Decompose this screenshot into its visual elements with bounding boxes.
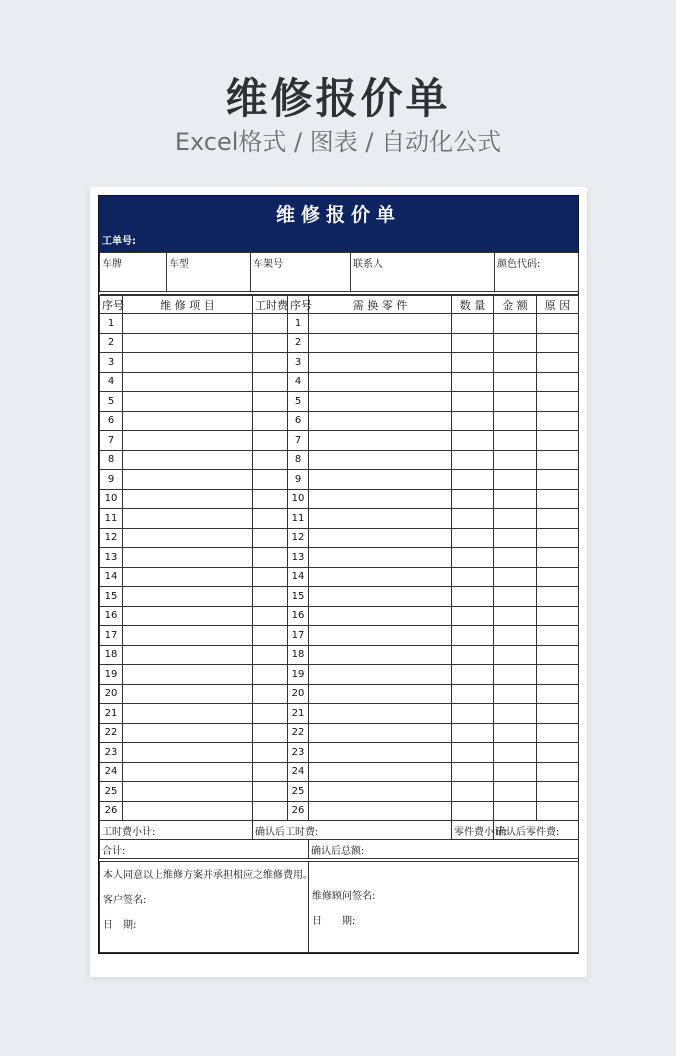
row-seq2-cell: 11 (288, 509, 309, 529)
quantity-cell[interactable] (452, 509, 494, 529)
row-seq2-cell: 22 (288, 723, 309, 743)
reason-cell[interactable] (537, 723, 579, 743)
labor-fee-cell[interactable] (253, 801, 288, 821)
quantity-cell[interactable] (452, 314, 494, 334)
row-seq-cell: 10 (100, 489, 123, 509)
row-seq-cell: 18 (100, 645, 123, 665)
parts-cell[interactable] (309, 801, 452, 821)
labor-fee-cell[interactable] (253, 333, 288, 353)
amount-cell[interactable] (494, 392, 537, 412)
row-seq2-cell: 17 (288, 626, 309, 646)
reason-cell[interactable] (537, 333, 579, 353)
reason-cell[interactable] (537, 392, 579, 412)
row-seq-cell: 3 (100, 353, 123, 373)
quantity-cell[interactable] (452, 626, 494, 646)
repair-item-cell[interactable] (123, 392, 253, 412)
reason-cell[interactable] (537, 431, 579, 451)
advisor-signature-label: 维修顾问签名: (312, 891, 376, 902)
quote-sheet (98, 195, 579, 954)
vin-cell[interactable]: 车架号 (251, 253, 351, 292)
table-row (100, 509, 579, 529)
quantity-cell[interactable] (452, 762, 494, 782)
amount-cell[interactable] (494, 665, 537, 685)
parts-subtotal-cell[interactable]: 零件费小计: (452, 821, 494, 840)
reason-cell[interactable] (537, 372, 579, 392)
labor-fee-cell[interactable] (253, 567, 288, 587)
contact-cell[interactable]: 联系人 (351, 253, 495, 292)
reason-cell[interactable] (537, 411, 579, 431)
customer-date-label: 日 期: (103, 920, 137, 931)
row-seq2-cell: 8 (288, 450, 309, 470)
order-number-label: 工单号: (102, 236, 136, 247)
repair-item-cell[interactable] (123, 723, 253, 743)
repair-item-cell[interactable] (123, 567, 253, 587)
agreement-spacer (312, 866, 575, 877)
vehicle-info-table (99, 252, 579, 295)
reason-cell[interactable] (537, 665, 579, 685)
items-table (99, 295, 579, 953)
total-cell[interactable]: 合计: (100, 840, 309, 859)
table-row (100, 626, 579, 646)
repair-item-cell[interactable] (123, 470, 253, 490)
row-seq-cell: 14 (100, 567, 123, 587)
amount-cell[interactable] (494, 528, 537, 548)
quantity-cell[interactable] (452, 411, 494, 431)
row-seq2-cell: 23 (288, 743, 309, 763)
document-preview (90, 187, 587, 977)
parts-cell[interactable] (309, 665, 452, 685)
parts-cell[interactable] (309, 353, 452, 373)
row-seq2-cell: 10 (288, 489, 309, 509)
repair-item-cell[interactable] (123, 606, 253, 626)
table-row (100, 801, 579, 821)
parts-cell[interactable] (309, 470, 452, 490)
row-seq-cell: 11 (100, 509, 123, 529)
header-amount: 金 额 (494, 296, 537, 314)
amount-cell[interactable] (494, 470, 537, 490)
reason-cell[interactable] (537, 626, 579, 646)
row-seq2-cell: 16 (288, 606, 309, 626)
labor-fee-cell[interactable] (253, 372, 288, 392)
row-seq-cell: 25 (100, 782, 123, 802)
labor-fee-cell[interactable] (253, 665, 288, 685)
table-row (100, 314, 579, 334)
table-row (100, 392, 579, 412)
table-row (100, 548, 579, 568)
row-seq-cell: 6 (100, 411, 123, 431)
header-seq: 序号 (100, 296, 123, 314)
confirmed-total-cell[interactable]: 确认后总额: (309, 840, 579, 859)
table-row (100, 489, 579, 509)
parts-cell[interactable] (309, 743, 452, 763)
amount-cell[interactable] (494, 333, 537, 353)
quantity-cell[interactable] (452, 723, 494, 743)
parts-cell[interactable] (309, 645, 452, 665)
reason-cell[interactable] (537, 762, 579, 782)
page-subtitle: Excel格式 / 图表 / 自动化公式 (174, 128, 502, 156)
quantity-cell[interactable] (452, 665, 494, 685)
parts-cell[interactable] (309, 782, 452, 802)
quantity-cell[interactable] (452, 743, 494, 763)
labor-fee-cell[interactable] (253, 684, 288, 704)
table-row (100, 684, 579, 704)
row-seq-cell: 24 (100, 762, 123, 782)
repair-item-cell[interactable] (123, 801, 253, 821)
row-seq2-cell: 4 (288, 372, 309, 392)
quantity-cell[interactable] (452, 704, 494, 724)
labor-fee-cell[interactable] (253, 470, 288, 490)
table-row (100, 704, 579, 724)
labor-fee-cell[interactable] (253, 762, 288, 782)
table-row (100, 645, 579, 665)
quantity-cell[interactable] (452, 392, 494, 412)
quantity-cell[interactable] (452, 489, 494, 509)
reason-cell[interactable] (537, 528, 579, 548)
quantity-cell[interactable] (452, 450, 494, 470)
amount-cell[interactable] (494, 431, 537, 451)
labor-fee-cell[interactable] (253, 353, 288, 373)
table-row (100, 411, 579, 431)
items-header-row (100, 296, 579, 314)
parts-cell[interactable] (309, 684, 452, 704)
total-row (100, 840, 579, 859)
model-cell[interactable]: 车型 (167, 253, 251, 292)
labor-fee-cell[interactable] (253, 411, 288, 431)
row-seq-cell: 16 (100, 606, 123, 626)
quantity-cell[interactable] (452, 684, 494, 704)
amount-cell[interactable] (494, 704, 537, 724)
row-seq2-cell: 3 (288, 353, 309, 373)
parts-cell[interactable] (309, 762, 452, 782)
item-rows (100, 314, 579, 821)
labor-fee-cell[interactable] (253, 431, 288, 451)
reason-cell[interactable] (537, 567, 579, 587)
repair-item-cell[interactable] (123, 411, 253, 431)
table-row (100, 372, 579, 392)
quantity-cell[interactable] (452, 372, 494, 392)
parts-cell[interactable] (309, 333, 452, 353)
row-seq2-cell: 25 (288, 782, 309, 802)
repair-item-cell[interactable] (123, 645, 253, 665)
labor-fee-cell[interactable] (253, 509, 288, 529)
row-seq-cell: 4 (100, 372, 123, 392)
parts-cell[interactable] (309, 528, 452, 548)
row-seq-cell: 23 (100, 743, 123, 763)
parts-cell[interactable] (309, 704, 452, 724)
amount-cell[interactable] (494, 782, 537, 802)
table-row (100, 665, 579, 685)
repair-item-cell[interactable] (123, 587, 253, 607)
plate-cell[interactable]: 车牌 (100, 253, 167, 292)
page-title: 维修报价单 (225, 74, 451, 123)
repair-item-cell[interactable] (123, 782, 253, 802)
reason-cell[interactable] (537, 314, 579, 334)
quantity-cell[interactable] (452, 782, 494, 802)
amount-cell[interactable] (494, 743, 537, 763)
labor-fee-cell[interactable] (253, 704, 288, 724)
reason-cell[interactable] (537, 509, 579, 529)
row-seq2-cell: 9 (288, 470, 309, 490)
row-seq-cell: 8 (100, 450, 123, 470)
header-seq-2: 序号 (288, 296, 309, 314)
quantity-cell[interactable] (452, 431, 494, 451)
parts-cell[interactable] (309, 431, 452, 451)
row-seq2-cell: 5 (288, 392, 309, 412)
reason-cell[interactable] (537, 684, 579, 704)
row-seq2-cell: 15 (288, 587, 309, 607)
parts-cell[interactable] (309, 372, 452, 392)
row-seq2-cell: 13 (288, 548, 309, 568)
table-row (100, 587, 579, 607)
row-seq2-cell: 19 (288, 665, 309, 685)
reason-cell[interactable] (537, 801, 579, 821)
amount-cell[interactable] (494, 567, 537, 587)
signature-row (100, 862, 579, 953)
table-row (100, 567, 579, 587)
header-reason: 原 因 (537, 296, 579, 314)
advisor-date-label: 日 期: (312, 916, 356, 927)
agreement-text: 本人同意以上维修方案并承担相应之维修费用。 (103, 870, 313, 881)
labor-fee-cell[interactable] (253, 606, 288, 626)
reason-cell[interactable] (537, 470, 579, 490)
row-seq-cell: 20 (100, 684, 123, 704)
amount-cell[interactable] (494, 723, 537, 743)
labor-fee-cell[interactable] (253, 489, 288, 509)
reason-cell[interactable] (537, 353, 579, 373)
parts-cell[interactable] (309, 509, 452, 529)
quantity-cell[interactable] (452, 470, 494, 490)
quantity-cell[interactable] (452, 645, 494, 665)
color-code-cell[interactable]: 颜色代码: (495, 253, 579, 292)
row-seq-cell: 15 (100, 587, 123, 607)
repair-item-cell[interactable] (123, 743, 253, 763)
customer-signature-label: 客户签名: (103, 895, 147, 906)
reason-cell[interactable] (537, 450, 579, 470)
labor-fee-cell[interactable] (253, 528, 288, 548)
row-seq-cell: 26 (100, 801, 123, 821)
amount-cell[interactable] (494, 314, 537, 334)
labor-fee-cell[interactable] (253, 450, 288, 470)
header-labor-fee: 工时费 (253, 296, 288, 314)
row-seq-cell: 22 (100, 723, 123, 743)
labor-fee-cell[interactable] (253, 548, 288, 568)
parts-cell[interactable] (309, 587, 452, 607)
table-row (100, 450, 579, 470)
row-seq2-cell: 2 (288, 333, 309, 353)
amount-cell[interactable] (494, 372, 537, 392)
sheet-title: 维修报价单 (275, 204, 401, 226)
amount-cell[interactable] (494, 606, 537, 626)
reason-cell[interactable] (537, 489, 579, 509)
row-seq-cell: 1 (100, 314, 123, 334)
parts-cell[interactable] (309, 392, 452, 412)
row-seq2-cell: 21 (288, 704, 309, 724)
amount-cell[interactable] (494, 411, 537, 431)
parts-cell[interactable] (309, 548, 452, 568)
table-row (100, 528, 579, 548)
labor-subtotal-cell[interactable]: 工时费小计: (100, 821, 253, 840)
amount-cell[interactable] (494, 548, 537, 568)
row-seq-cell: 9 (100, 470, 123, 490)
quantity-cell[interactable] (452, 801, 494, 821)
quantity-cell[interactable] (452, 587, 494, 607)
repair-item-cell[interactable] (123, 665, 253, 685)
reason-cell[interactable] (537, 645, 579, 665)
parts-cell[interactable] (309, 450, 452, 470)
amount-cell[interactable] (494, 509, 537, 529)
amount-cell[interactable] (494, 626, 537, 646)
header-repair-item: 维 修 项 目 (123, 296, 253, 314)
labor-fee-cell[interactable] (253, 392, 288, 412)
repair-item-cell[interactable] (123, 704, 253, 724)
row-seq2-cell: 6 (288, 411, 309, 431)
repair-item-cell[interactable] (123, 372, 253, 392)
row-seq-cell: 19 (100, 665, 123, 685)
amount-cell[interactable] (494, 684, 537, 704)
parts-cell[interactable] (309, 567, 452, 587)
row-seq2-cell: 18 (288, 645, 309, 665)
row-seq2-cell: 1 (288, 314, 309, 334)
quantity-cell[interactable] (452, 567, 494, 587)
labor-fee-cell[interactable] (253, 782, 288, 802)
repair-item-cell[interactable] (123, 431, 253, 451)
repair-item-cell[interactable] (123, 626, 253, 646)
row-seq2-cell: 26 (288, 801, 309, 821)
table-row (100, 333, 579, 353)
table-row (100, 723, 579, 743)
quantity-cell[interactable] (452, 353, 494, 373)
quantity-cell[interactable] (452, 548, 494, 568)
table-row (100, 782, 579, 802)
reason-cell[interactable] (537, 743, 579, 763)
row-seq2-cell: 7 (288, 431, 309, 451)
repair-item-cell[interactable] (123, 450, 253, 470)
amount-cell[interactable] (494, 801, 537, 821)
row-seq-cell: 5 (100, 392, 123, 412)
labor-fee-cell[interactable] (253, 743, 288, 763)
confirmed-labor-cell[interactable]: 确认后工时费: (253, 821, 452, 840)
amount-cell[interactable] (494, 645, 537, 665)
table-row (100, 353, 579, 373)
table-row (100, 606, 579, 626)
amount-cell[interactable] (494, 587, 537, 607)
table-row (100, 743, 579, 763)
row-seq2-cell: 14 (288, 567, 309, 587)
header-quantity: 数 量 (452, 296, 494, 314)
parts-cell[interactable] (309, 489, 452, 509)
quantity-cell[interactable] (452, 528, 494, 548)
row-seq-cell: 12 (100, 528, 123, 548)
labor-fee-cell[interactable] (253, 723, 288, 743)
repair-item-cell[interactable] (123, 353, 253, 373)
amount-cell[interactable] (494, 489, 537, 509)
row-seq2-cell: 12 (288, 528, 309, 548)
repair-item-cell[interactable] (123, 509, 253, 529)
reason-cell[interactable] (537, 548, 579, 568)
row-seq-cell: 13 (100, 548, 123, 568)
row-seq-cell: 2 (100, 333, 123, 353)
labor-fee-cell[interactable] (253, 626, 288, 646)
subtotal-row (100, 821, 579, 840)
repair-item-cell[interactable] (123, 333, 253, 353)
vehicle-info-row (100, 253, 579, 292)
customer-signature-block[interactable] (100, 862, 313, 953)
repair-item-cell[interactable] (123, 528, 253, 548)
sheet-header (99, 196, 578, 252)
quantity-cell[interactable] (452, 606, 494, 626)
row-seq2-cell: 24 (288, 762, 309, 782)
amount-cell[interactable] (494, 450, 537, 470)
row-seq-cell: 7 (100, 431, 123, 451)
amount-cell[interactable] (494, 353, 537, 373)
amount-cell[interactable] (494, 762, 537, 782)
reason-cell[interactable] (537, 704, 579, 724)
parts-cell[interactable] (309, 314, 452, 334)
parts-cell[interactable] (309, 723, 452, 743)
repair-item-cell[interactable] (123, 489, 253, 509)
row-seq-cell: 17 (100, 626, 123, 646)
labor-fee-cell[interactable] (253, 314, 288, 334)
labor-fee-cell[interactable] (253, 587, 288, 607)
reason-cell[interactable] (537, 587, 579, 607)
advisor-signature-block[interactable] (309, 862, 579, 953)
row-seq2-cell: 20 (288, 684, 309, 704)
labor-fee-cell[interactable] (253, 645, 288, 665)
confirmed-parts-cell[interactable]: 确认后零件费: (494, 821, 579, 840)
repair-item-cell[interactable] (123, 314, 253, 334)
quantity-cell[interactable] (452, 333, 494, 353)
header-parts: 需 换 零 件 (309, 296, 452, 314)
table-row (100, 470, 579, 490)
row-seq-cell: 21 (100, 704, 123, 724)
repair-item-cell[interactable] (123, 684, 253, 704)
repair-item-cell[interactable] (123, 548, 253, 568)
parts-cell[interactable] (309, 411, 452, 431)
parts-cell[interactable] (309, 626, 452, 646)
parts-cell[interactable] (309, 606, 452, 626)
reason-cell[interactable] (537, 606, 579, 626)
table-row (100, 762, 579, 782)
reason-cell[interactable] (537, 782, 579, 802)
table-row (100, 431, 579, 451)
repair-item-cell[interactable] (123, 762, 253, 782)
